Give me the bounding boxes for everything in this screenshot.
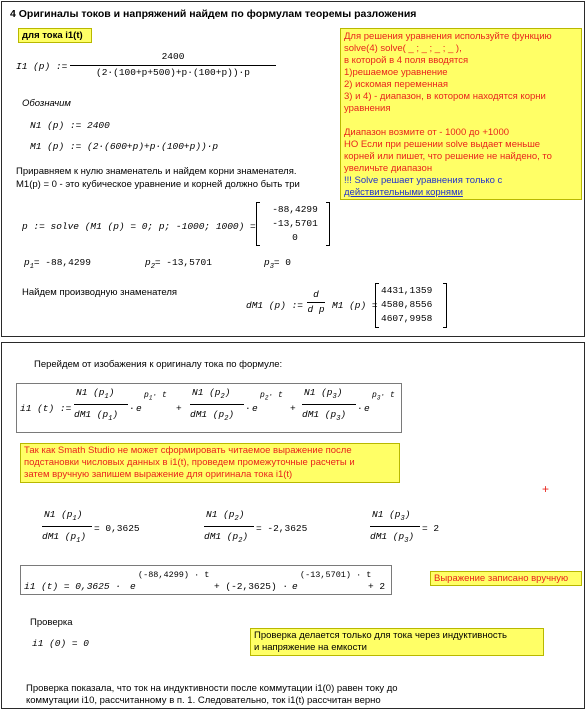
denote-label: Обозначим [22, 98, 71, 109]
term-2-e: e [252, 403, 258, 414]
term-2-denominator: dM1 $(p_2)$ [190, 409, 235, 423]
note-line: НО Если при решении solve выдает меньше [344, 139, 541, 150]
current-label-box[interactable] [18, 28, 92, 43]
fraction-bar [70, 65, 276, 66]
final-end: + 2 [368, 581, 386, 592]
term-3-e: e [364, 403, 370, 414]
check-note-line-1: Проверка делается только для тока через индуктивность [254, 630, 507, 641]
i1-numerator: 2400 [161, 51, 185, 62]
section-title: 4 Оригиналы токов и напряжений найдем по формулам теоремы разложения [10, 8, 417, 20]
term-1-dot: · [129, 403, 135, 414]
current-label: для тока i1(t) [22, 30, 83, 41]
ratio-1-bar [42, 526, 92, 527]
ratio-2-numerator: N1 $(p_2)$ [206, 509, 245, 523]
plus-2: + [290, 403, 296, 414]
final-power-1: (-88,4299) · t [138, 570, 210, 580]
i1-lhs[interactable]: I1 (p) := [16, 61, 68, 72]
final-lhs: i1 (t) = 0,3625 · [24, 581, 121, 592]
root-1: $p_1= -88,4299$ [24, 257, 91, 271]
final-e-2: e [292, 581, 298, 592]
term-3-bar [302, 404, 356, 405]
warning-line-1: Так как Smath Studio не может сформировать читаемое выражение после [24, 445, 352, 456]
term-1-bar [74, 404, 128, 405]
note-line: 1)решаемое уравнение [344, 67, 448, 78]
ratio-3-denominator: dM1 $(p_3)$ [370, 531, 415, 545]
solve-help-note[interactable] [340, 28, 582, 200]
check-expression[interactable]: i1 (0) = 0 [32, 638, 90, 649]
dm1-bracket-left [375, 283, 379, 328]
root-2: $p_2= -13,5701$ [145, 257, 212, 271]
ratio-1-value: = 0,3625 [94, 523, 140, 534]
conclusion-line-1: Проверка показала, что ток на индуктивности после коммутации i1(0) равен току до [26, 683, 398, 694]
term-2-bar [190, 404, 244, 405]
note-line: действительными корнями [344, 187, 463, 198]
note-line: корней или пишет, что решение не найдено, то [344, 151, 552, 162]
worksheet-page-2 [1, 342, 585, 709]
dm1-result-1: 4431,1359 [381, 285, 433, 296]
ratio-1-denominator: dM1 $(p_1)$ [42, 531, 87, 545]
worksheet-page-1 [1, 1, 585, 337]
term-2-power: $p_2\cdot t$ [260, 391, 283, 402]
root-3: $p_3= 0$ [264, 257, 292, 271]
dm1-result-3: 4607,9958 [381, 313, 433, 324]
smath-warning-note[interactable] [20, 443, 400, 483]
note-line [344, 115, 552, 127]
note-line: solve(4) solve( _ ; _ ; _ ; _ ), [344, 43, 462, 54]
derivative-bar [307, 302, 325, 303]
final-middle: + (-2,3625) · [214, 581, 289, 592]
note-line: в которой в 4 поля вводятся [344, 55, 469, 66]
ratio-3-numerator: N1 $(p_3)$ [372, 509, 411, 523]
note-line: !!! Solve решает уравнения только с [344, 175, 503, 186]
note-line: 3) и 4) - диапазон, в котором находятся корни [344, 91, 546, 102]
ratio-2-value: = -2,3625 [256, 523, 308, 534]
term-3-numerator: N1 $(p_3)$ [304, 387, 343, 401]
check-note-line-2: и напряжение на емкости [254, 642, 367, 653]
warning-line-2: подстановки числовых данных в i1(t), проведем промежуточные расчеты и [24, 457, 355, 468]
manual-entry-note[interactable] [430, 571, 582, 586]
derivative-dp: d p [307, 304, 325, 315]
note-line: уравнения [344, 103, 391, 114]
dm1-rhs: M1 (p) = [332, 300, 378, 311]
note-line: увеличьте диапазон [344, 163, 433, 174]
term-1-numerator: N1 $(p_1)$ [76, 387, 115, 401]
note-line: Диапазон возмите от - 1000 до +1000 [344, 127, 510, 138]
note-line: 2) искомая переменная [344, 79, 449, 90]
formula-lhs: i1 (t) := [20, 403, 72, 414]
m1-definition[interactable]: M1 (p) := (2·(600+p)+p·(100+p))·p [30, 141, 219, 152]
dm1-lhs[interactable]: dM1 (p) := [246, 300, 304, 311]
term-2-dot: · [245, 403, 251, 414]
ratio-3-value: = 2 [422, 523, 440, 534]
term-3-power: $p_3\cdot t$ [372, 391, 395, 402]
final-e-1: e [130, 581, 136, 592]
matrix-bracket-right [326, 202, 330, 246]
ratio-3-bar [370, 526, 420, 527]
ratio-2-bar [204, 526, 254, 527]
plus-1: + [176, 403, 182, 414]
derivative-d: d [313, 289, 319, 300]
n1-definition[interactable]: N1 (p) := 2400 [30, 120, 110, 131]
dm1-bracket-right [443, 283, 447, 328]
term-3-denominator: dM1 $(p_3)$ [302, 409, 347, 423]
solve-result-1: -88,4299 [272, 204, 318, 215]
manual-entry-text: Выражение записано вручную [434, 573, 569, 584]
term-1-denominator: dM1 $(p_1)$ [74, 409, 119, 423]
final-power-2: (-13,5701) · t [300, 570, 372, 580]
conclusion-line-2: коммутации i10, рассчитанному в п. 1. Следовательно, ток i1(t) рассчитан верно [26, 695, 381, 706]
i1-denominator: (2·(100+p+500)+p·(100+p))·p [96, 67, 250, 78]
note-line: Для решения уравнения используйте функцию [344, 31, 552, 42]
solve-result-3: 0 [292, 232, 298, 243]
ratio-2-denominator: dM1 $(p_2)$ [204, 531, 249, 545]
term-1-e: e [136, 403, 142, 414]
zero-text-line-2: M1(p) = 0 - это кубическое уравнение и корней должно быть три [16, 179, 300, 190]
term-3-dot: · [357, 403, 363, 414]
dm1-result-2: 4580,8556 [381, 299, 433, 310]
zero-text-line-1: Приравняем к нулю знаменатель и найдем корни знаменателя. [16, 166, 297, 177]
ratio-1-numerator: N1 $(p_1)$ [44, 509, 83, 523]
term-2-numerator: N1 $(p_2)$ [192, 387, 231, 401]
check-note[interactable] [250, 628, 544, 656]
derivative-text: Найдем производную знаменателя [22, 287, 178, 298]
solve-result-2: -13,5701 [272, 218, 318, 229]
matrix-bracket-left [256, 202, 260, 246]
intro-text: Перейдем от изобажения к оригиналу тока по формуле: [34, 359, 283, 370]
red-plus-marker: + [542, 482, 550, 496]
note-lines [344, 31, 552, 199]
solve-expression[interactable]: p := solve (M1 (p) = 0; p; -1000; 1000) = [22, 221, 256, 232]
warning-line-3: затем вручную запишем выражение для оригинала тока i1(t) [24, 469, 293, 480]
check-label: Проверка [30, 617, 73, 628]
term-1-power: $p_1\cdot t$ [144, 391, 167, 402]
